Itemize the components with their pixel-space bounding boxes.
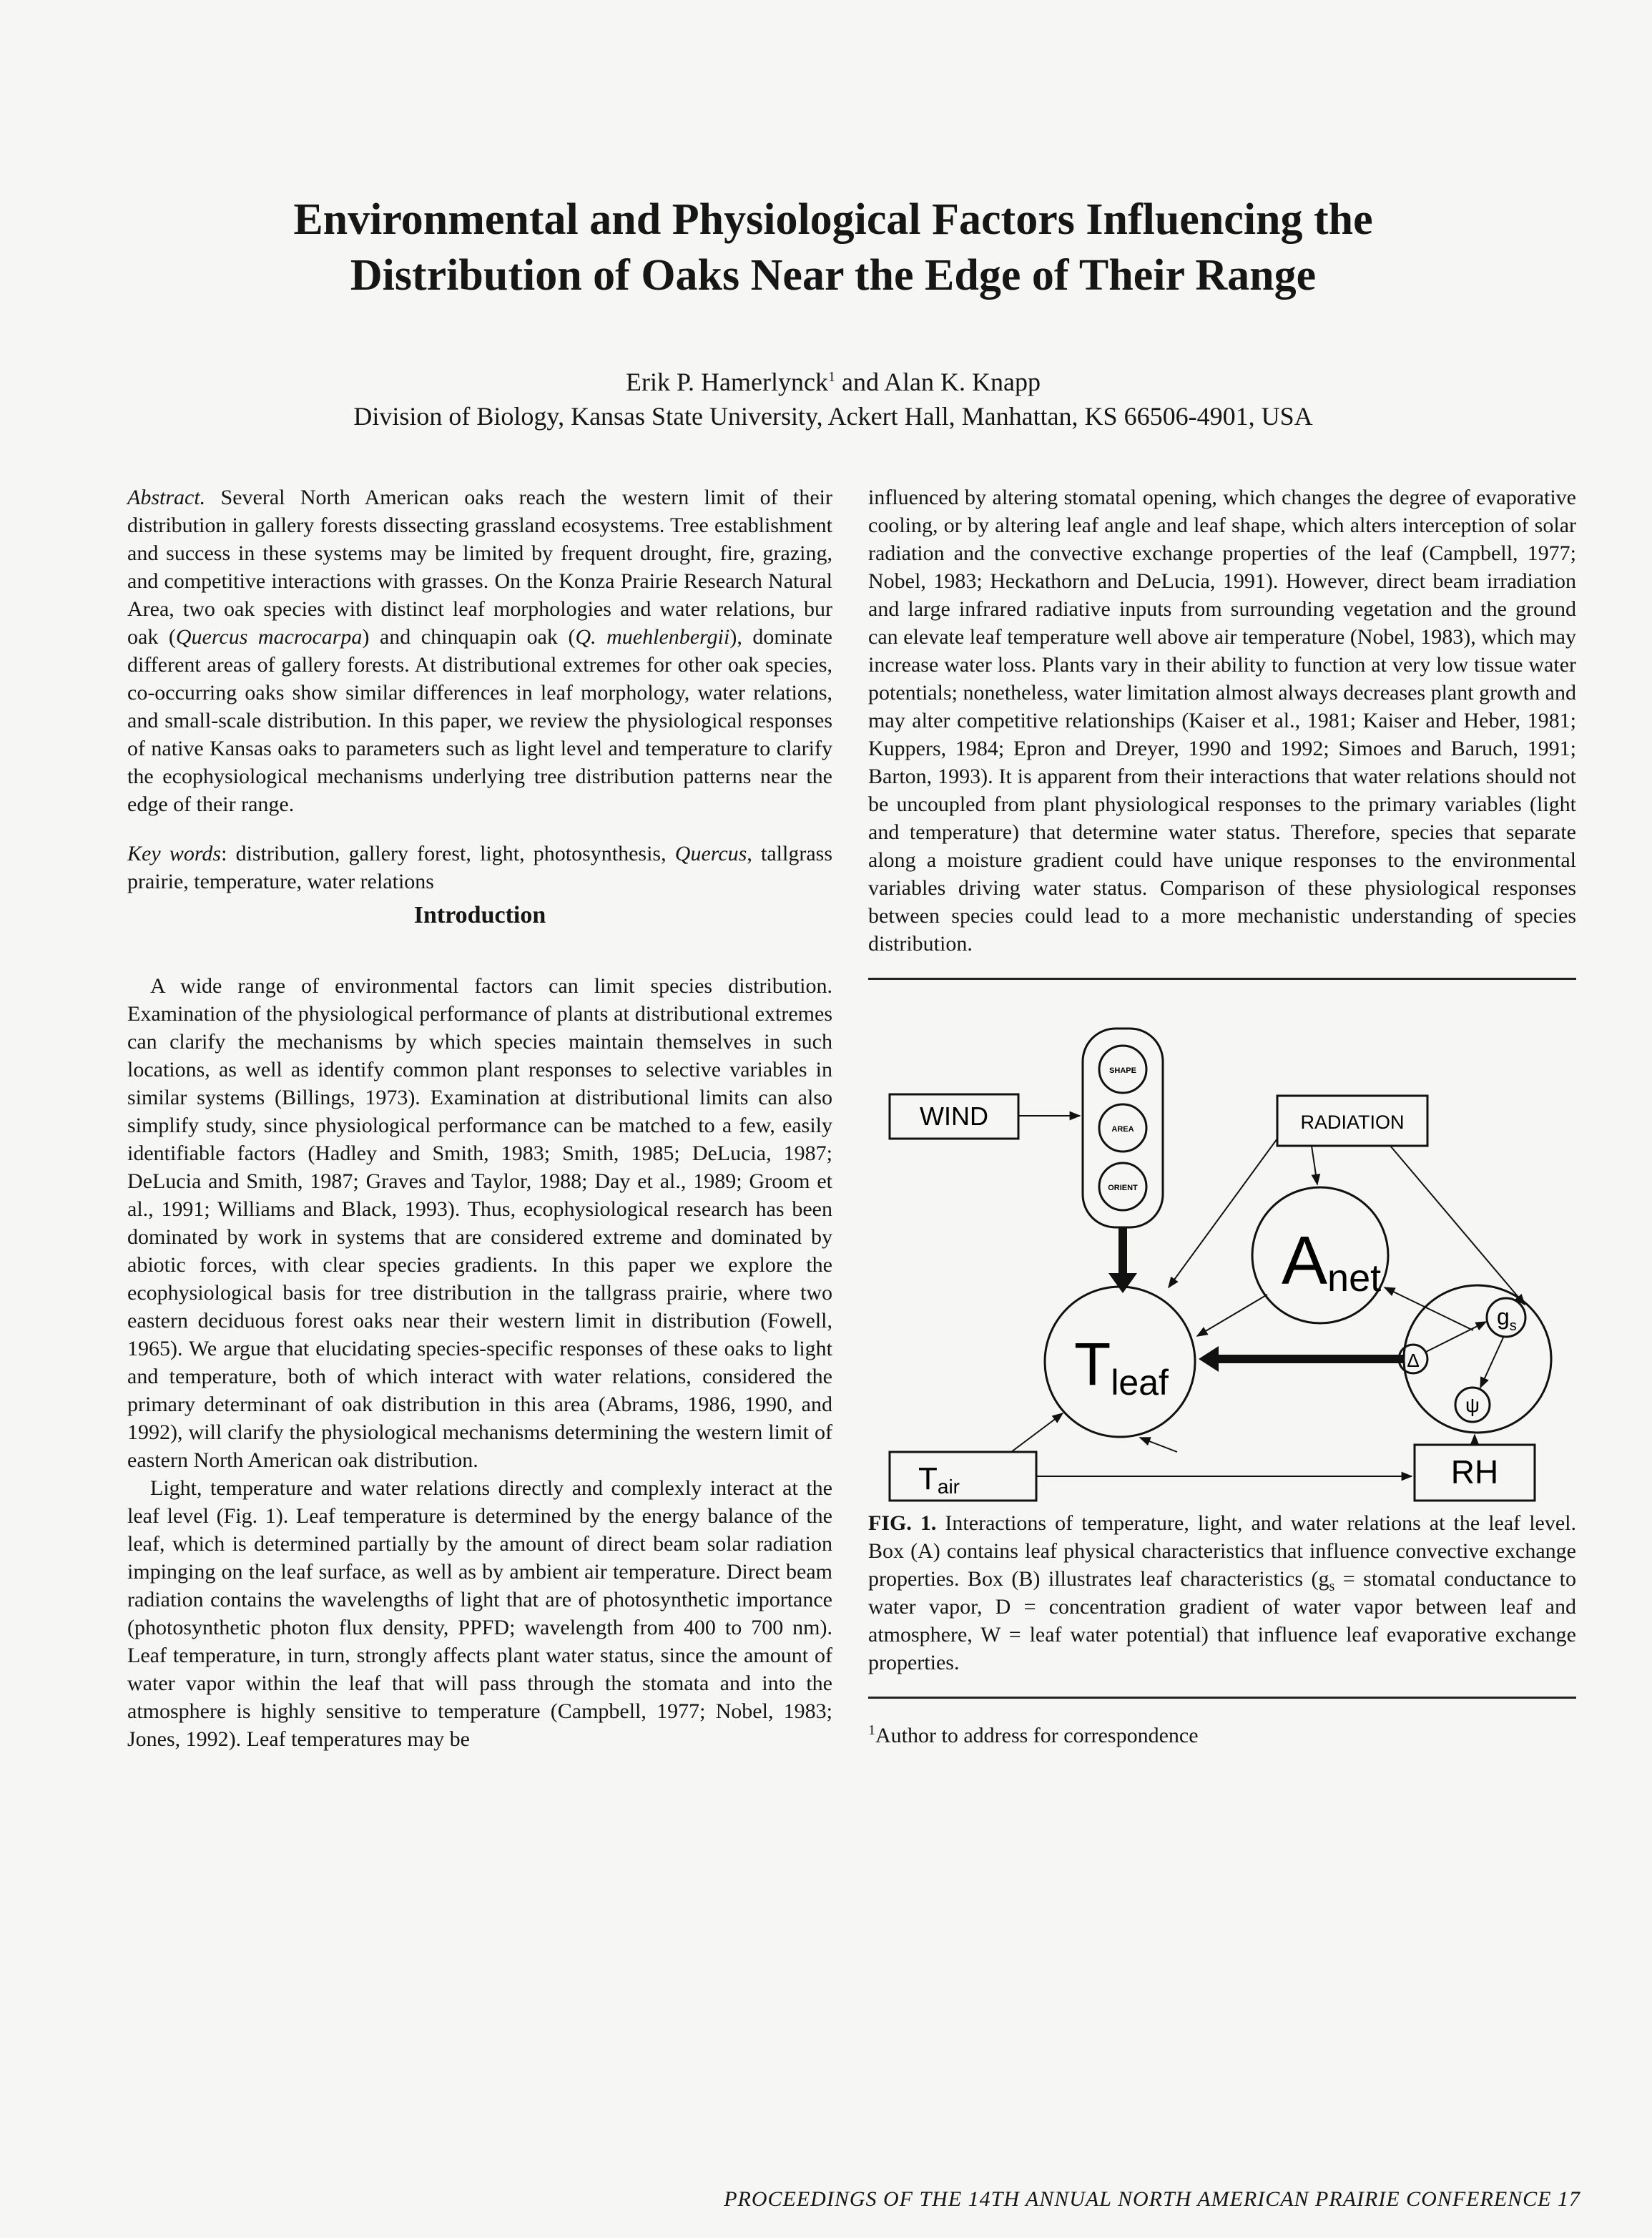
tair-label: Tair: [918, 1461, 960, 1498]
area-label: AREA: [1111, 1125, 1134, 1134]
title-line-2: Distribution of Oaks Near the Edge of Their Range: [350, 251, 1317, 300]
intro-paragraph-2: Light, temperature and water relations directly and complexly interact at the leaf level (Fig. 1). Leaf temperature is determined by the energy balance of the leaf, which is determined partially by the amount of direct beam solar radiation impinging on the leaf surface, as well as by ambient air temperature. Direct beam radiation contains the wavelengths of light that are of photosynthetic importance (photosynthetic photon flux density, PPFD; wavelength from 400 to 700 nm). Leaf temperature, in turn, strongly affects plant water status, since the amount of water vapor within the leaf that will pass through the stomata and into the atmosphere is highly sensitive to temperature (Campbell, 1977; Nobel, 1983; Jones, 1992). Leaf temperatures may be: [127, 1476, 832, 1751]
keywords-label: Key words: [127, 842, 222, 865]
abstract-label: Abstract.: [127, 486, 206, 509]
orient-label: ORIENT: [1108, 1184, 1138, 1192]
author-block: [93, 365, 1573, 433]
intro-paragraph-1: A wide range of environmental factors can limit species distribution. Examination of the physiological performance of plants at distributional extremes can clarify the mechanisms by which species maintain themselves in such locations, as well as identify common plant responses to selective variables in similar systems (Billings, 1973). Examination at distributional limits can also simplify study, since physiological performance can be matched to a few, easily identifiable factors (Hadley and Smith, 1983; Smith, 1985; DeLucia, 1987; DeLucia and Smith, 1987; Graves and Taylor, 1988; Day et al., 1989; Groom et al., 1991; Williams and Black, 1993). Thus, ecophysiological research has been dominated by work in systems that are considered extreme and dominated by abiotic forces, with clear species gradients. In this paper we explore the ecophysiological basis for tree distribution in the tallgrass prairie, where two eastern deciduous forest oaks near their western limit in distribution (Fowell, 1965). We argue that elucidating species-specific responses of these oaks to light and temperature, both of which interact with water relations, considered the primary determinant of oak distribution in this area (Abrams, 1986, 1990, and 1992), will clarify the physiological mechanisms determining the western limit of eastern North American oak distribution.: [127, 974, 832, 1472]
abstract: Abstract. Several North American oaks reach the western limit of their distribution in gallery forests dissecting grassland ecosystems. Tree establishment and success in these systems may be limited by frequent drought, fire, grazing, and competitive interactions with grasses. On the Konza Prairie Research Natural Area, two oak species with distinct leaf morphologies and water relations, bur oak (Quercus macrocarpa) and chinquapin oak (Q. muehlenbergii), dominate different areas of gallery forests. At distributional extremes for other oak species, co-occurring oaks show similar differences in leaf morphology, water relations, and small-scale distribution. In this paper, we review the physiological responses of native Kansas oaks to parameters such as light level and temperature to clarify the ecophysiological mechanisms underlying tree distribution patterns near the edge of their range.: [127, 486, 832, 816]
author-2: Alan K. Knapp: [883, 368, 1041, 396]
arrow-radiation-to-anet: [1312, 1146, 1317, 1184]
figure-1-diagram: [868, 980, 1576, 1509]
arrowhead-box-a-to-tleaf: [1108, 1273, 1137, 1293]
rh-label: RH: [1450, 1453, 1499, 1491]
footnote-text: Author to address for correspondence: [875, 1724, 1199, 1747]
right-column: [868, 484, 1576, 1749]
arrow-gs-to-psi: [1480, 1338, 1503, 1388]
tair-box: [890, 1452, 1036, 1501]
author-1-footnote-mark: 1: [827, 369, 835, 385]
tleaf-label: Tleaf: [1074, 1330, 1169, 1403]
arrowhead-box-b-to-tleaf: [1199, 1346, 1219, 1372]
anet-label: Anet: [1282, 1222, 1382, 1300]
left-column: [127, 484, 832, 1753]
author-1: Erik P. Hamerlynck: [626, 368, 828, 396]
paper-title: [93, 192, 1573, 303]
radiation-label: RADIATION: [1300, 1111, 1405, 1133]
tleaf-circle: [1045, 1287, 1195, 1437]
author-join: and: [835, 368, 884, 396]
arrow-anet-to-tleaf: [1197, 1295, 1267, 1336]
arrow-radiation-to-tleaf: [1169, 1139, 1277, 1287]
species-name: Quercus macrocarpa: [175, 625, 363, 649]
page-footer: PROCEEDINGS OF THE 14TH ANNUAL NORTH AMERICAN PRAIRIE CONFERENCE 17: [724, 2187, 1580, 2211]
author-line: [93, 365, 1573, 399]
arrow-tair-to-tleaf: [1011, 1413, 1063, 1452]
footnote: [868, 1722, 1576, 1749]
figure-1-caption: FIG. 1. Interactions of temperature, light, and water relations at the leaf level. Box (A) contains leaf physical characteristics that influence convective exchange properties. Box (B) illustrates leaf characteristics ($g_s$ = stomatal conductance to water vapor, D = concentration gradient of water vapor between leaf and atmosphere, W = leaf water potential) that influence leaf evaporative exchange properties.: [868, 1511, 1576, 1674]
intro-paragraph-3: influenced by altering stomatal opening, which changes the degree of evaporative cooling, or by altering leaf angle and leaf shape, which alters interception of solar radiation and the convective exchange properties of the leaf (Campbell, 1977; Nobel, 1983; Heckathorn and DeLucia, 1991). However, direct beam irradiation and large infrared radiative inputs from surrounding vegetation and the ground can elevate leaf temperature well above air temperature (Nobel, 1983), which may increase water loss. Plants vary in their ability to function at very low tissue water potentials; nonetheless, water limitation almost always decreases plant growth and may alter competitive relationships (Kaiser et al., 1981; Kaiser and Heber, 1981; Kuppers, 1984; Epron and Dreyer, 1990 and 1992; Simoes and Baruch, 1991; Barton, 1993). It is apparent from their interactions that water relations should not be uncoupled from plant physiological responses to the primary variables (light and temperature) that determine water status. Therefore, species that separate along a moisture gradient could have unique responses to the environmental variables driving water status. Comparison of these physiological responses between species could lead to a more mechanistic understanding of species distribution.: [868, 486, 1576, 956]
section-heading-introduction: Introduction: [413, 902, 546, 928]
figure-bottom-rule: [868, 1697, 1576, 1699]
psi-label: ψ: [1465, 1394, 1480, 1416]
keywords: Key words: distribution, gallery forest, light, photosynthesis, Quercus, tallgrass prairie, temperature, water relations: [127, 842, 833, 893]
delta-label: Δ: [1407, 1350, 1420, 1371]
arrow-radiation-to-gs: [1390, 1146, 1525, 1305]
footnote-mark: 1: [868, 1722, 875, 1738]
figure-1: [868, 980, 1576, 1509]
arrow-delta-to-gs: [1426, 1322, 1486, 1352]
arrow-to-tleaf-bottom: [1140, 1438, 1177, 1452]
species-name: Q. muehlenbergii: [575, 625, 730, 649]
gs-label: $g_s$: [1497, 1304, 1517, 1334]
shape-label: SHAPE: [1109, 1066, 1136, 1075]
arrow-box-b-to-anet: [1385, 1287, 1473, 1330]
affiliation: Division of Biology, Kansas State University, Ackert Hall, Manhattan, KS 66506-4901, USA: [353, 402, 1313, 431]
title-line-1: Environmental and Physiological Factors Influencing the: [293, 195, 1373, 244]
caption-label: FIG. 1.: [868, 1511, 937, 1535]
wind-label: WIND: [920, 1101, 988, 1131]
